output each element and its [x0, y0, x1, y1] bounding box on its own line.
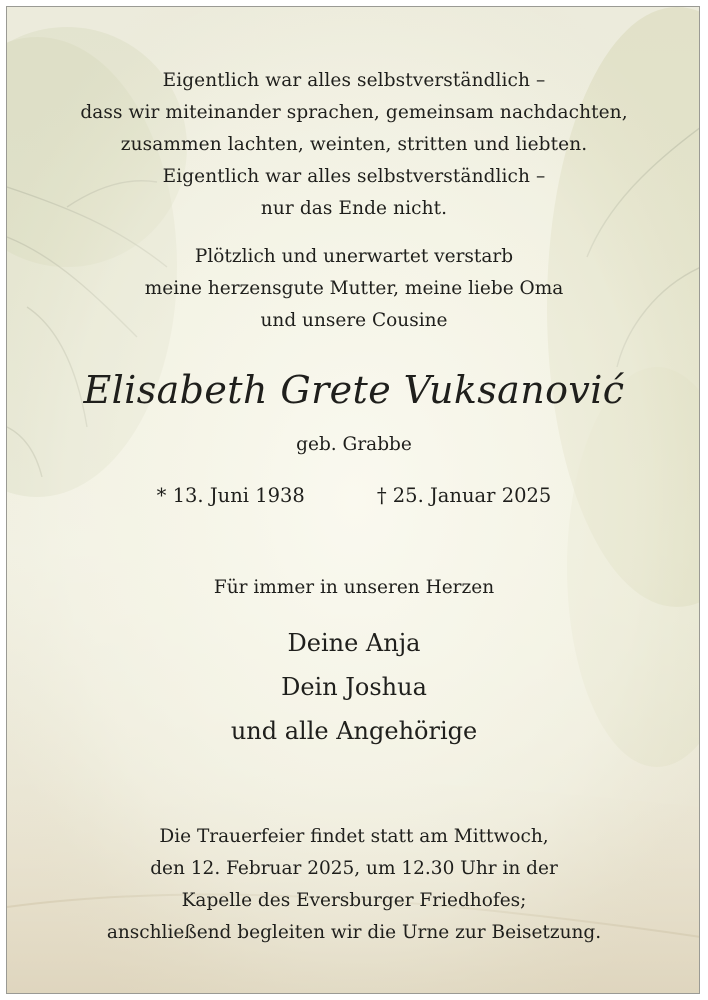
deceased-name: Elisabeth Grete Vuksanović	[83, 368, 625, 412]
announcement-line: Plötzlich und unerwartet verstarb	[194, 246, 514, 267]
poem	[7, 65, 700, 225]
poem-line: Eigentlich war alles selbstverständlich –	[162, 166, 546, 187]
poem-line: dass wir miteinander sprachen, gemeinsam nachdachten,	[80, 102, 628, 123]
obituary-text	[7, 7, 700, 994]
death-date: † 25. Januar 2025	[376, 484, 552, 507]
birth-date: * 13. Juni 1938	[156, 484, 305, 507]
obituary-card	[6, 6, 700, 994]
funeral-line: den 12. Februar 2025, um 12.30 Uhr in der	[150, 858, 558, 879]
funeral-line: Kapelle des Eversburger Friedhofes;	[181, 890, 527, 911]
memorial-motto: Für immer in unseren Herzen	[213, 577, 495, 598]
poem-line: zusammen lachten, weinten, stritten und liebten.	[120, 134, 588, 155]
death-announcement	[7, 241, 700, 337]
mourners	[7, 621, 700, 753]
poem-line: nur das Ende nicht.	[260, 198, 448, 219]
life-dates	[7, 481, 700, 511]
funeral-details	[7, 821, 700, 949]
mourner-line: und alle Angehörige	[230, 717, 478, 745]
mourner-line: Dein Joshua	[281, 673, 427, 701]
mourner-line: Deine Anja	[287, 629, 421, 657]
announcement-line: meine herzensgute Mutter, meine liebe Oma	[144, 278, 564, 299]
announcement-line: und unsere Cousine	[260, 310, 448, 331]
funeral-line: Die Trauerfeier findet statt am Mittwoch,	[159, 826, 549, 847]
poem-line: Eigentlich war alles selbstverständlich –	[162, 70, 546, 91]
funeral-line: anschließend begleiten wir die Urne zur Beisetzung.	[106, 922, 602, 943]
birth-name: geb. Grabbe	[296, 434, 412, 455]
